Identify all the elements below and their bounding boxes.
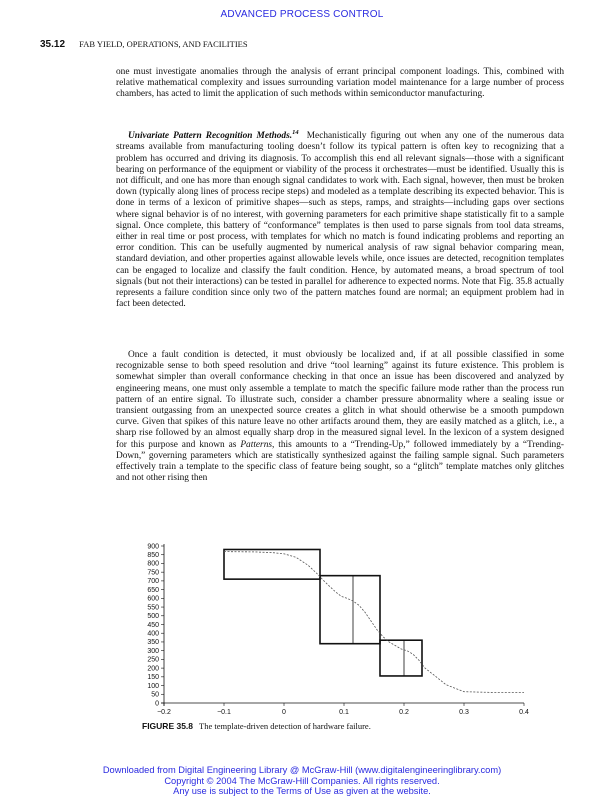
y-tick-label: 500 [147,613,159,621]
paragraph-univariate [116,127,564,310]
book-banner: ADVANCED PROCESS CONTROL [220,9,384,20]
y-tick-label: 800 [147,560,159,568]
x-tick-label: −0.2 [157,709,171,716]
download-footer [0,765,604,797]
paragraph-univariate-body: Mechanistically figuring out when any one of the numerous data streams available from manufacturing tooling doesn’t follow its typical pattern is often key to recognizing that a problem has occurred and driving its diagnosis. To accomplish this end all relevant signals—those with a significant bearing on performance of the equipment or viability of the process it orchestrates—must be identified. Usually this is not difficult, and one has more than enough signal candidates to work with. Each signal, however, then must be broken down (typically along lines of process recipe steps) and modeled as a template describing its expected behavior. This is done in terms of a lexicon of primitive shapes—such as steps, ramps, and straights—including gaps over sections where signal behavior is of no interest, with governing parameters for each primitive shape statistically fit to a sample signal. Once complete, this battery of “conformance” templates is then used to parse signals from tool data streams, either in real time or post process, with templates for which no match is found indicating problems and reporting an error condition. This can be usefully augmented by numerical analysis of raw signal behavior comparing mean, standard deviation, and other properties against allowable levels while, once issues are detected, recognition templates can be engaged to localize and classify the fault condition. Hence, by automated means, a broad spectrum of tool signals (but not their interactions) can be tested in parallel for adherence to expected norms. Note that Fig. 35.8 actually represents a failure condition since only two of the pattern matches found are normal; an equipment problem had in fact been detected. [116,131,565,310]
signal-line [224,552,524,693]
template-box [380,640,422,676]
x-tick-label: 0.2 [399,709,409,716]
y-tick-label: 300 [147,647,159,655]
x-tick-label: 0.3 [459,709,469,716]
paragraph-fault-localization [116,350,564,484]
x-tick-label: −0.1 [217,709,231,716]
y-tick-label: 900 [147,543,159,551]
footer-copyright-line: Copyright © 2004 The McGraw-Hill Companies. All rights reserved. [164,775,440,786]
figure-label: FIGURE 35.8 [142,721,194,731]
figure-35-8 [130,538,550,723]
y-tick-label: 650 [147,586,159,594]
patterns-emphasis: Patterns [240,439,273,450]
subsection-heading: Univariate Pattern Recognition Methods.$^{14}$ [128,129,299,142]
footnote-ref: 14 [292,129,299,136]
y-tick-label: 100 [147,682,159,690]
y-tick-label: 200 [147,665,159,673]
section-title: FAB YIELD, OPERATIONS, AND FACILITIES [79,39,248,49]
y-tick-label: 0 [155,700,159,708]
x-tick-label: 0.4 [519,709,529,716]
paragraph-intro [116,67,564,101]
footer-terms-line[interactable]: Any use is subject to the Terms of Use as given at the website. [173,786,431,796]
y-tick-label: 700 [147,578,159,586]
footer-download-line[interactable]: Downloaded from Digital Engineering Library @ McGraw-Hill (www.digitalengineeringlibrary.com) [102,765,502,775]
template-box [224,549,320,579]
y-tick-label: 150 [147,674,159,682]
y-tick-label: 850 [147,552,159,560]
paragraph-fault-localization-text: Once a fault condition is detected, it must obviously be localized and, if at all possible classified in some recognizable sense to both speed resolution and drive “tool learning” against its future existence. This problem is somewhat simpler than overall conformance checking in that once an issue has been discovered and analyzed by engineering means, one must only assemble a template to match the specific failure mode rather than the process run pattern of an entire signal. To illustrate such, consider a chamber pressure abnormality where a sealing issue or transient outgassing from an unexpected source creates a glitch in what should otherwise be a smooth pumpdown curve. Given that spikes of this nature leave no other artifacts around them, they are easily matched as a glitch, i.e., a sharp rise followed by an almost equally sharp drop in the measured signal level. In the lexicon of a system designed for this purpose and known as Patterns, this amounts to a “Trending-Up,” followed immediately by a “Trending-Down,” governing parameters which are statistically synthesized against the failing sample signal. Such parameters effectively train a template to the specific class of feature being sought, so a “glitch” template matches only glitches and not other rising then [116,350,565,484]
y-tick-label: 450 [147,621,159,629]
y-tick-label: 750 [147,569,159,577]
paragraph-univariate-text [116,127,564,310]
y-tick-label: 550 [147,604,159,612]
x-tick-label: 0 [282,709,286,716]
paragraph-intro-text: one must investigate anomalies through the analysis of errant principal component loadings. This, combined with relative mathematical complexity and issues surrounding variation model maintenance for a large number of process chambers, has acted to limit the application of such methods within semiconductor manufacturing. [116,67,564,100]
y-tick-label: 250 [147,656,159,664]
x-tick-label: 0.1 [339,709,349,716]
template-chart [130,538,550,718]
page-number: 35.12 [40,39,66,50]
y-tick-label: 50 [151,691,159,699]
figure-caption-text: The template-driven detection of hardware failure. [199,721,371,731]
y-tick-label: 600 [147,595,159,603]
running-head [40,39,248,50]
figure-caption [142,721,371,731]
y-tick-label: 350 [147,639,159,647]
y-tick-label: 400 [147,630,159,638]
